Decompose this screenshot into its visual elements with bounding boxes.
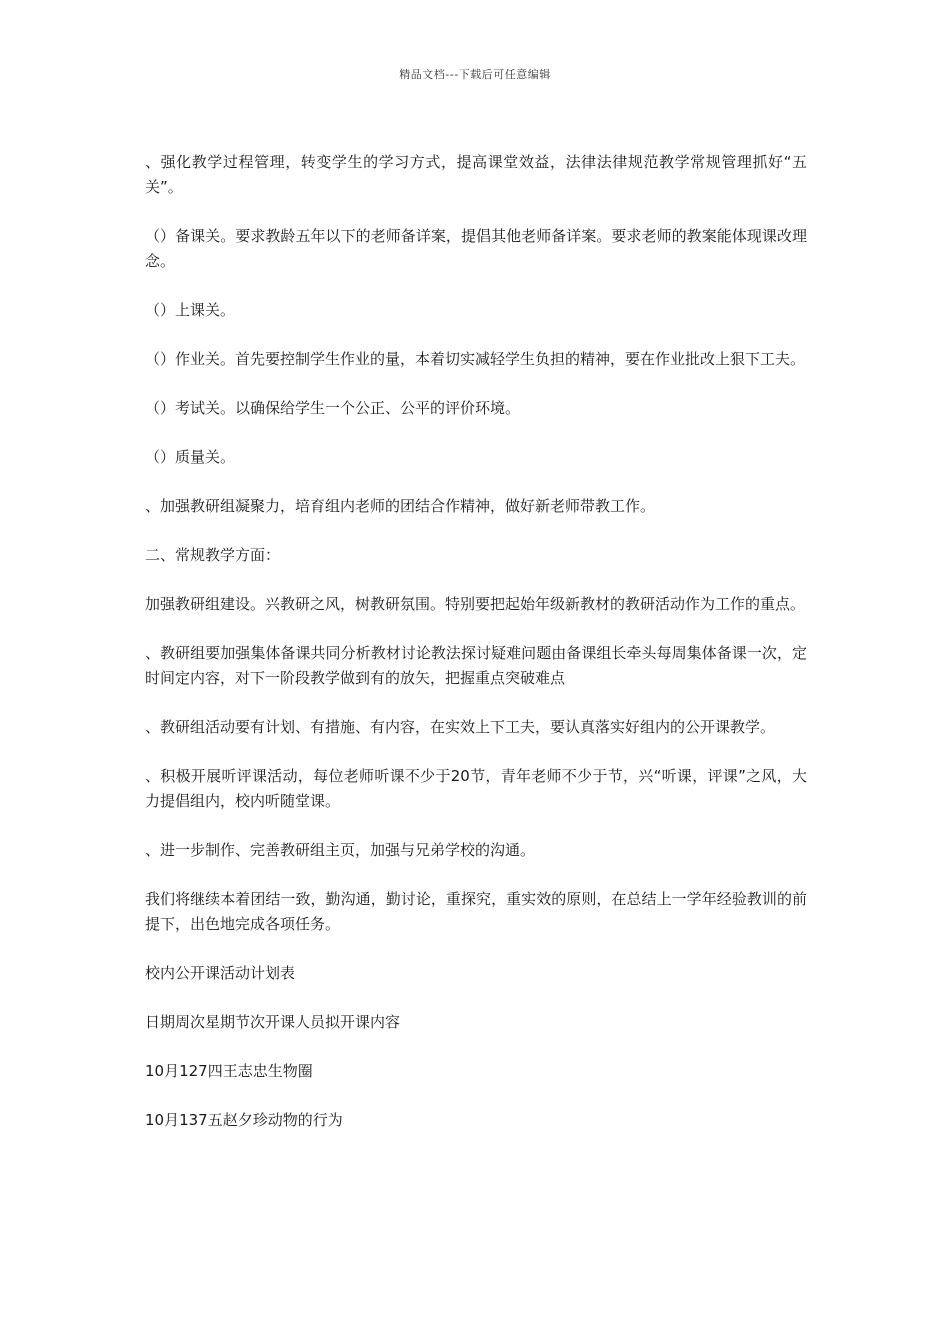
paragraph-class: （）上课关。 <box>145 301 236 319</box>
paragraph-cohesion: 、加强教研组凝聚力，培育组内老师的团结合作精神，做好新老师带教工作。 <box>145 497 656 515</box>
paragraph-exam: （）考试关。以确保给学生一个公正、公平的评价环境。 <box>145 399 521 417</box>
table-header-row: 日期周次星期节次开课人员拟开课内容 <box>145 1013 401 1031</box>
paragraph-lesson-observation: 、积极开展听评课活动，每位老师听课不少于20节，青年老师不少于节，兴“听课，评课”之风，大力提倡组内，校内听随堂课。 <box>145 767 807 810</box>
document-body <box>145 150 807 1157</box>
table-row: 10月127四王志忠生物圈 <box>145 1062 313 1080</box>
table-row: 10月137五赵夕珍动物的行为 <box>145 1111 343 1129</box>
paragraph-group-building: 加强教研组建设。兴教研之风，树教研氛围。特别要把起始年级新教材的教研活动作为工作的重点。 <box>145 595 806 613</box>
section-heading-routine-teaching: 二、常规教学方面： <box>145 546 281 564</box>
paragraph-lesson-prep: （）备课关。要求教龄五年以下的老师备详案，提倡其他老师备详案。要求老师的教案能体现课改理念。 <box>145 227 807 270</box>
paragraph-quality: （）质量关。 <box>145 448 236 466</box>
paragraph-homework: （）作业关。首先要控制学生作业的量，本着切实减轻学生负担的精神，要在作业批改上狠下工夫。 <box>145 350 806 368</box>
table-title: 校内公开课活动计划表 <box>145 964 296 982</box>
paragraph-group-activities: 、教研组活动要有计划、有措施、有内容，在实效上下工夫，要认真落实好组内的公开课教学。 <box>145 718 776 736</box>
paragraph-homepage: 、进一步制作、完善教研组主页，加强与兄弟学校的沟通。 <box>145 841 536 859</box>
paragraph-conclusion: 我们将继续本着团结一致，勤沟通，勤讨论，重探究，重实效的原则，在总结上一学年经验教训的前提下，出色地完成各项任务。 <box>145 890 807 933</box>
page-header: 精品文档---下载后可任意编辑 <box>399 68 551 81</box>
paragraph-teaching-management: 、强化教学过程管理，转变学生的学习方式，提高课堂效益，法律法律规范教学常规管理抓好“五关”。 <box>145 153 807 196</box>
paragraph-collective-prep: 、教研组要加强集体备课共同分析教材讨论教法探讨疑难问题由备课组长牵头每周集体备课一次，定时间定内容，对下一阶段教学做到有的放矢，把握重点突破难点 <box>145 644 807 687</box>
